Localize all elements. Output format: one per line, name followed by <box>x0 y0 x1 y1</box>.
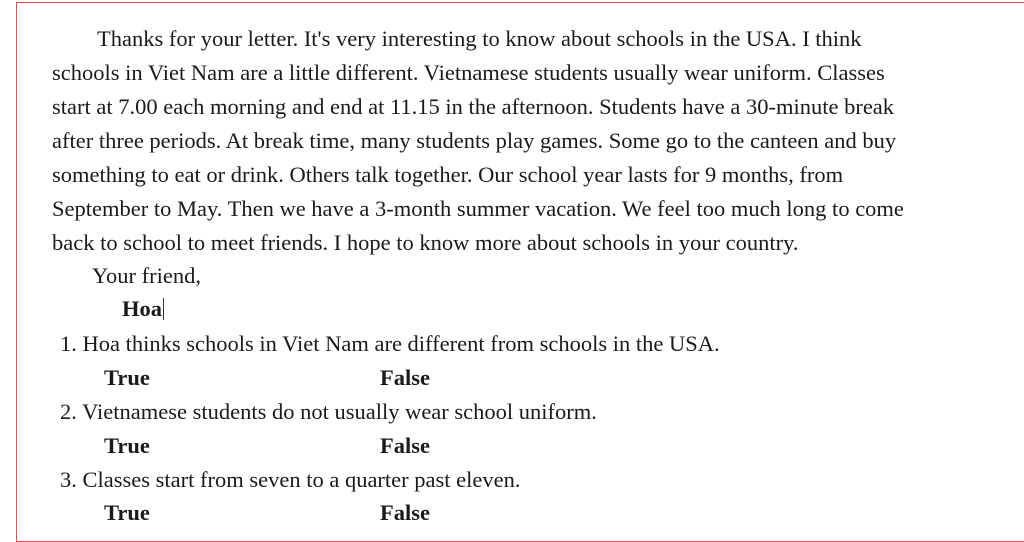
letter-line-6: September to May. Then we have a 3-month summer vacation. We feel too much long to come <box>52 196 904 221</box>
signature-text: Hoa <box>122 296 163 321</box>
question-2-text: 2. Vietnamese students do not usually wear school uniform. <box>60 399 597 424</box>
letter-line-5: something to eat or drink. Others talk together. Our school year lasts for 9 months, from <box>52 162 844 187</box>
text-cursor <box>163 298 164 320</box>
question-1-text: 1. Hoa thinks schools in Viet Nam are different from schools in the USA. <box>60 331 720 356</box>
question-3-false-option[interactable]: False <box>380 500 430 525</box>
letter-line-7: back to school to meet friends. I hope to know more about schools in your country. <box>52 230 799 255</box>
question-1-true-option[interactable]: True <box>104 365 150 390</box>
question-3-text: 3. Classes start from seven to a quarter past eleven. <box>60 467 521 492</box>
question-3-true-option[interactable]: True <box>104 500 150 525</box>
letter-line-1: Thanks for your letter. It's very interesting to know about schools in the USA. I think <box>97 26 862 51</box>
question-2-false-option[interactable]: False <box>380 433 430 458</box>
question-1-false-option[interactable]: False <box>380 365 430 390</box>
question-2-true-option[interactable]: True <box>104 433 150 458</box>
letter-closing: Your friend, <box>92 263 201 288</box>
letter-line-4: after three periods. At break time, many students play games. Some go to the canteen and buy <box>52 128 897 153</box>
letter-signature[interactable] <box>122 298 164 321</box>
letter-line-2: schools in Viet Nam are a little different. Vietnamese students usually wear uniform. Classes <box>52 60 885 85</box>
letter-line-3: start at 7.00 each morning and end at 11.15 in the afternoon. Students have a 30-minute break <box>52 94 895 119</box>
